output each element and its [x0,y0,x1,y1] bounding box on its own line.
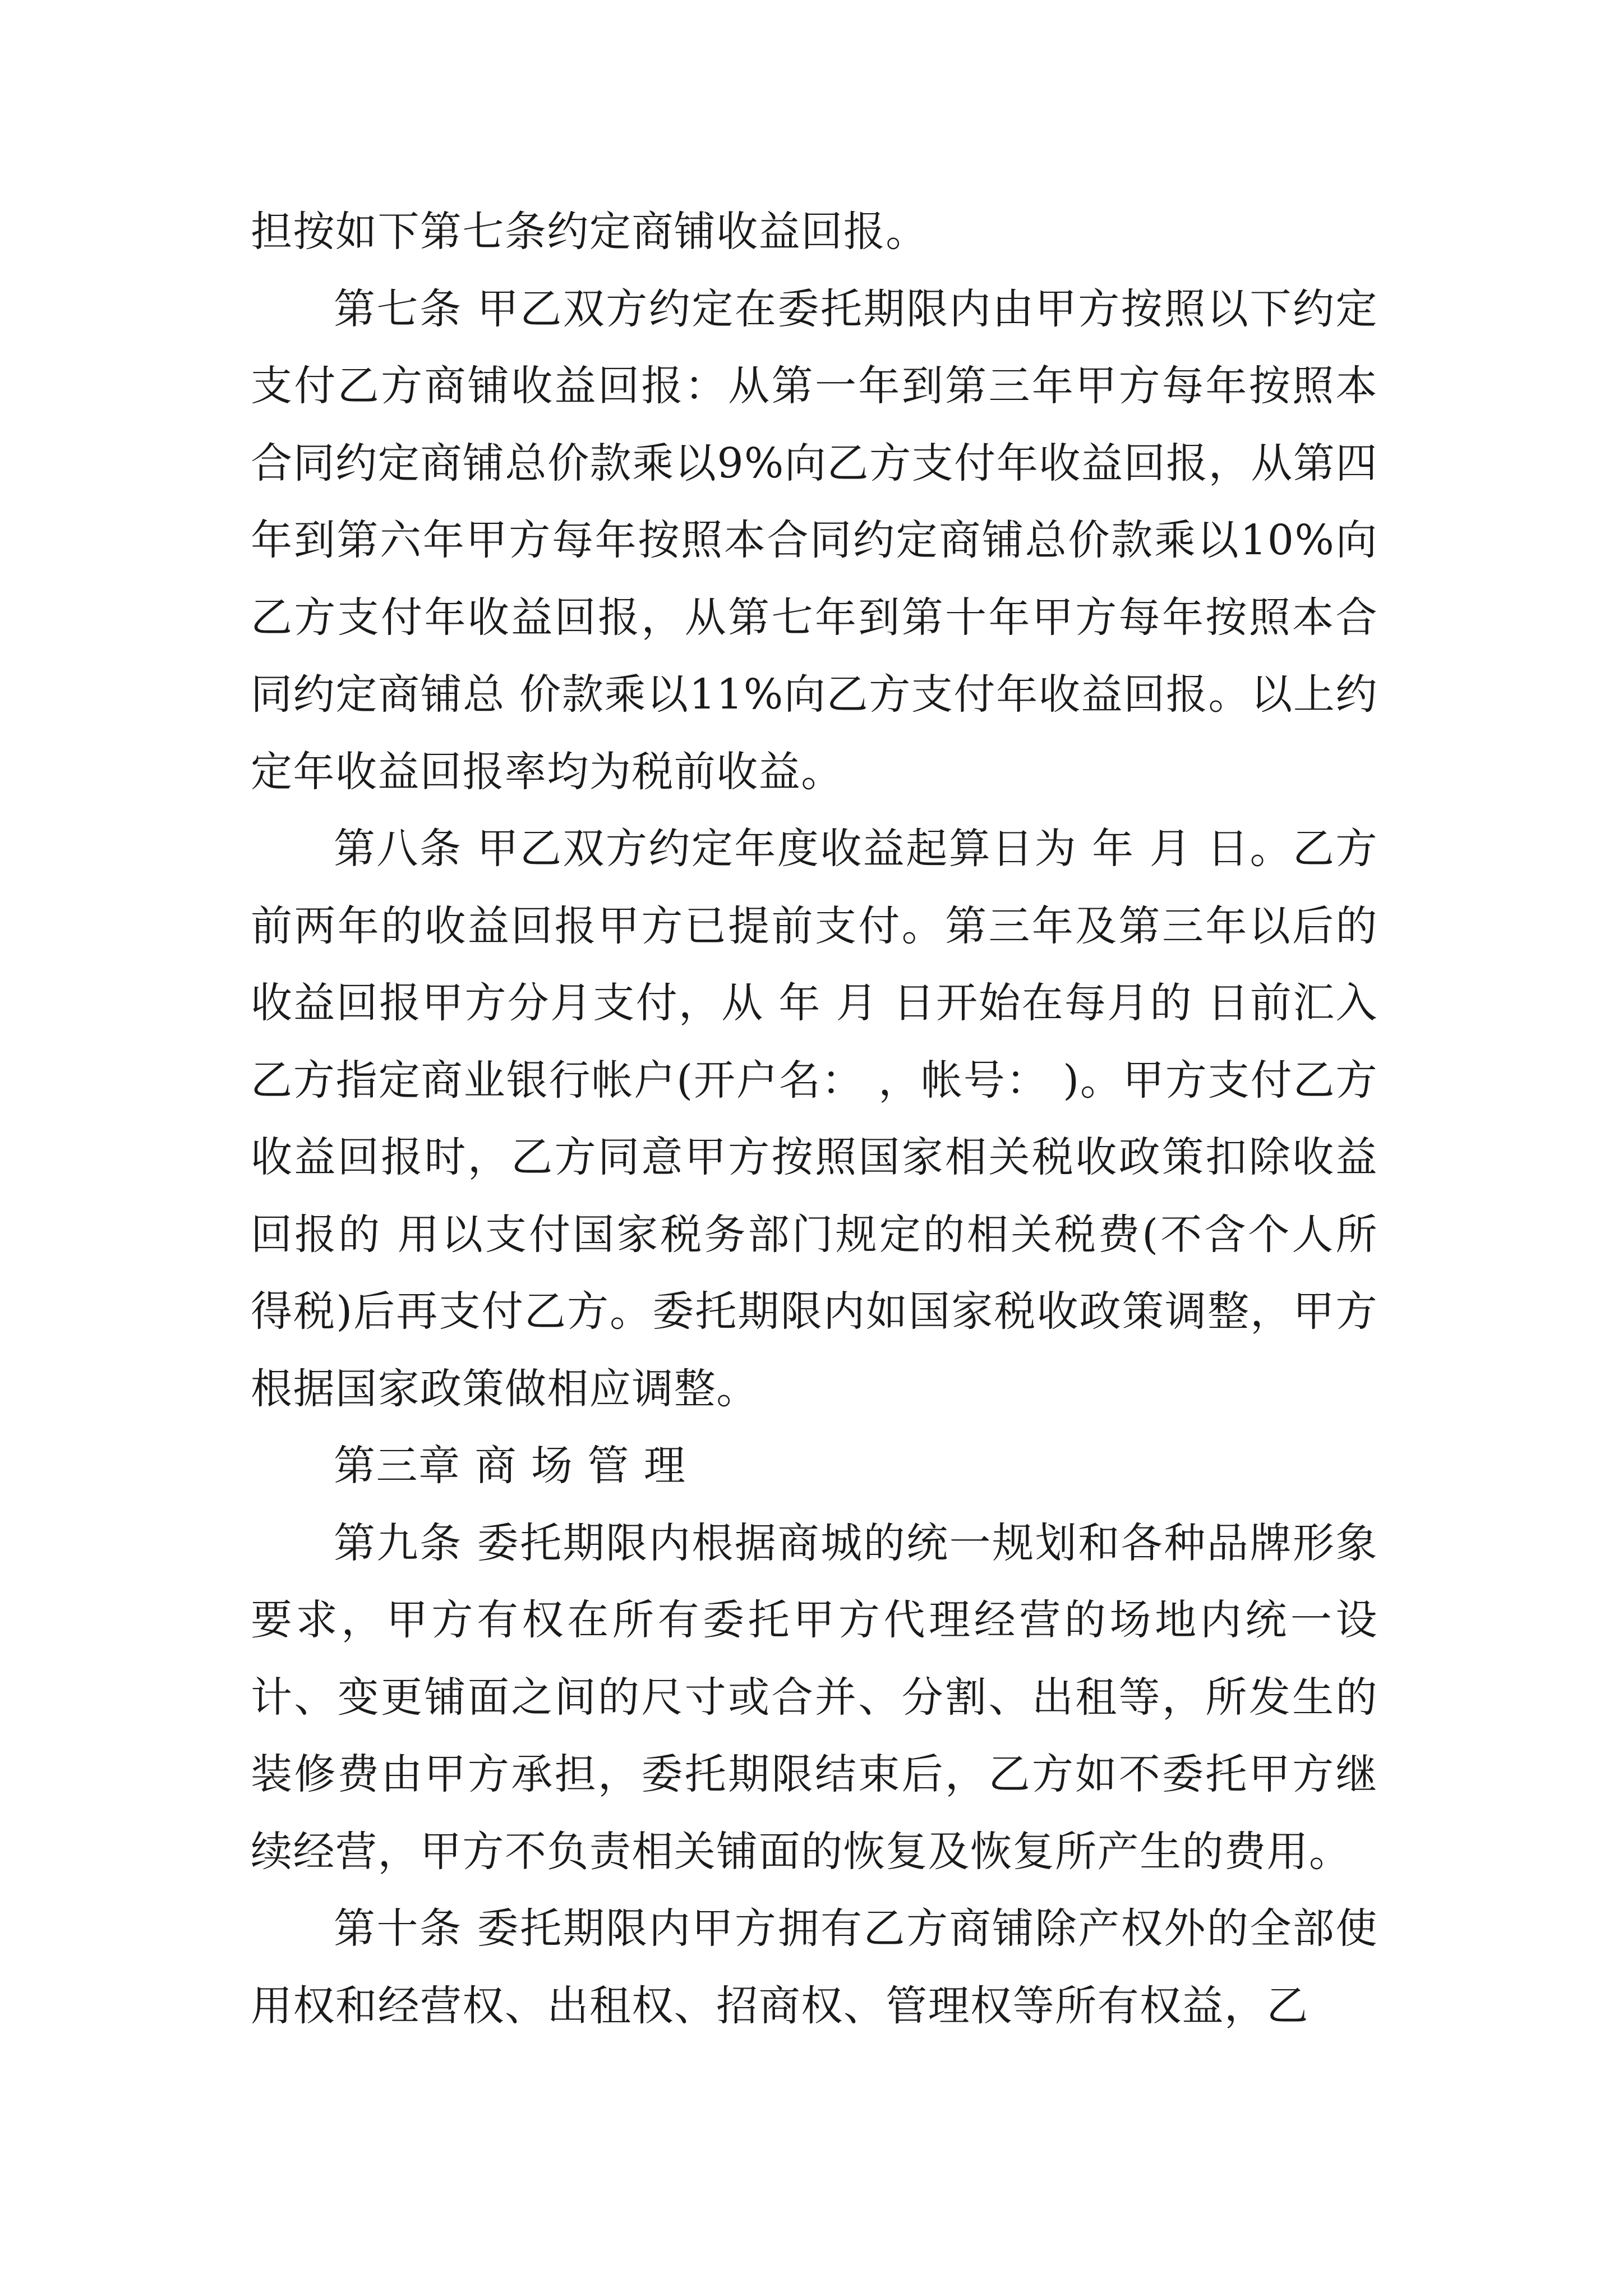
paragraph-article-9: 第九条 委托期限内根据商城的统一规划和各种品牌形象要求，甲方有权在所有委托甲方代理经营的场地内统一设计、变更铺面之间的尺寸或合并、分割、出租等，所发生的装修费由甲方承担，委托期限结束后，乙方如不委托甲方继续经营，甲方不负责相关铺面的恢复及恢复所产生的费用。 [251,1519,1378,1876]
chapter-heading: 第三章 商 场 管 理 [334,1442,686,1490]
paragraph-article-8: 第八条 甲乙双方约定年度收益起算日为 年 月 日。乙方前两年的收益回报甲方已提前支付。第三年及第三年以后的收益回报甲方分月支付，从 年 月 日开始在每月的 日前汇入乙方指定商业银行帐户(开户名： ，帐号： )。甲方支付乙方收益回报时，乙方同意甲方按照国家相关税收政策扣除收益回报的 用以支付国家税务部门规定的相关税费(不含个人所得税)后再支付乙方。委托期限内如国家税收政策调整，甲方根据国家政策做相应调整。 [251,825,1378,1413]
paragraph-article-10: 第十条 委托期限内甲方拥有乙方商铺除产权外的全部使用权和经营权、出租权、招商权、管理权等所有权益，乙 [251,1904,1378,2030]
document-body [251,194,1378,2045]
paragraph-continuation: 担按如下第七条约定商铺收益回报。 [251,208,928,256]
paragraph-article-7: 第七条 甲乙双方约定在委托期限内由甲方按照以下约定支付乙方商铺收益回报：从第一年到第三年甲方每年按照本合同约定商铺总价款乘以9%向乙方支付年收益回报，从第四年到第六年甲方每年按照本合同约定商铺总价款乘以10%向乙方支付年收益回报，从第七年到第十年甲方每年按照本合同约定商铺总 价款乘以11%向乙方支付年收益回报。以上约定年收益回报率均为税前收益。 [251,284,1378,796]
